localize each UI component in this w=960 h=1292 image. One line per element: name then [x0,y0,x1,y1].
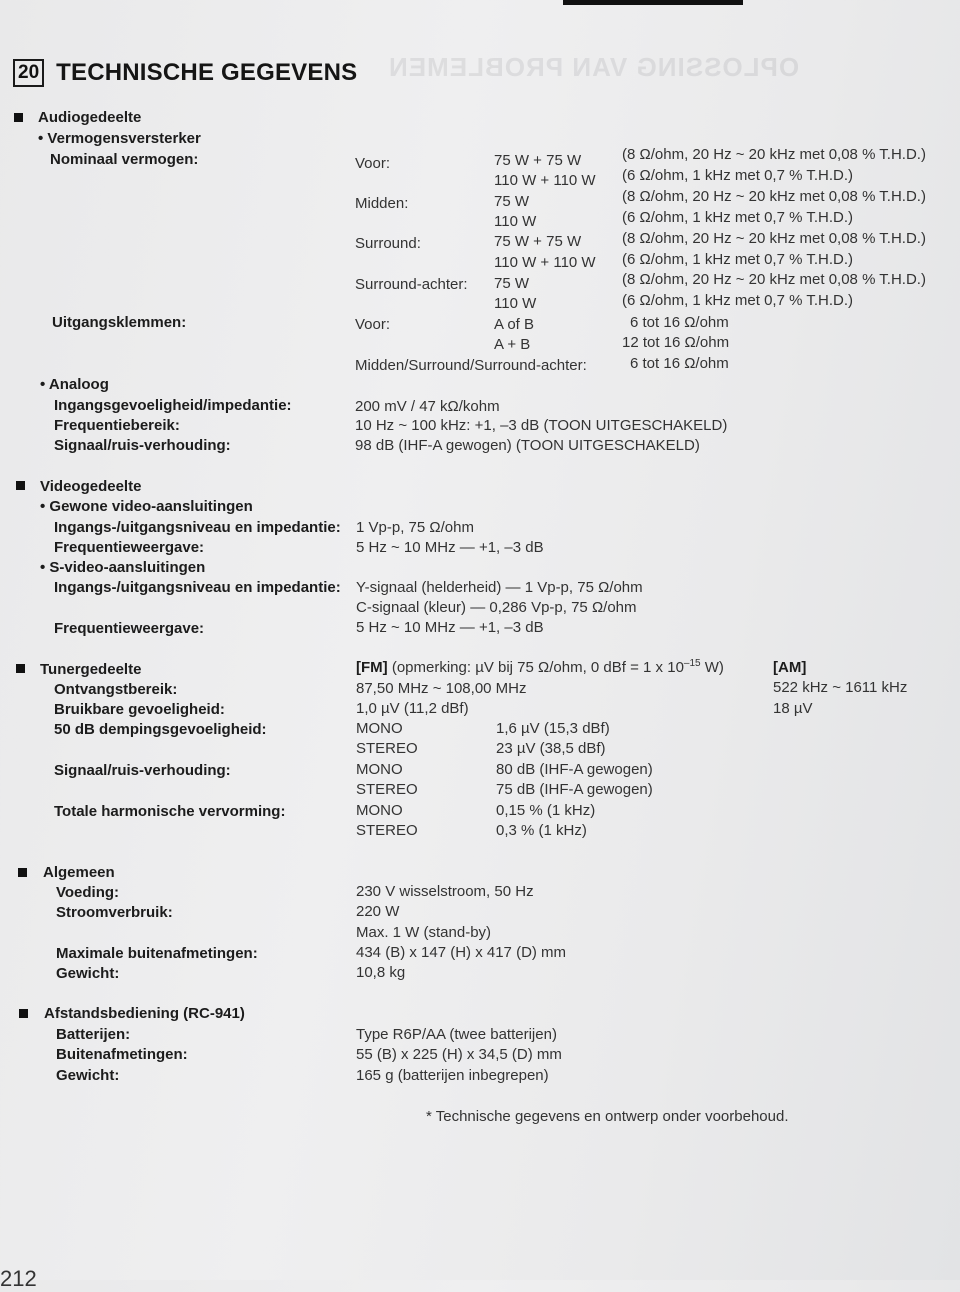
section-number: 20 [13,59,44,87]
terminal-impedance: 6 tot 16 Ω/ohm [630,355,729,372]
terminal-impedance: 6 tot 16 Ω/ohm [630,314,729,331]
power-condition: (8 Ω/ohm, 20 Hz ~ 20 kHz met 0,08 % T.H.D.) [622,230,926,247]
section-bullet-icon [16,481,25,490]
section-bullet-icon [14,113,23,122]
section-bullet-icon [19,1009,28,1018]
svideo-subheading: • S-video-aansluitingen [40,559,206,576]
tuner-label: 50 dB dempingsgevoeligheid: [54,721,267,738]
general-label: Gewicht: [56,965,120,982]
fm-range: 87,50 MHz ~ 108,00 MHz [356,680,527,697]
remote-value: Type R6P/AA (twee batterijen) [356,1026,557,1043]
tuner-value: 0,3 % (1 kHz) [496,822,587,839]
svideo-value: Y-signaal (helderheid) — 1 Vp-p, 75 Ω/ohm [356,579,643,596]
fm-note-exponent: –15 [683,658,701,669]
general-value: 220 W [356,903,400,920]
video-label: Ingangs-/uitgangsniveau en impedantie: [54,519,341,536]
tuner-label: Ontvangstbereik: [54,681,178,698]
am-sensitivity: 18 µV [773,700,813,717]
video-label: Frequentieweergave: [54,539,205,556]
terminals-label: Uitgangsklemmen: [52,314,187,331]
general-label: Maximale buitenafmetingen: [56,945,258,962]
remote-label: Buitenafmetingen: [56,1046,188,1063]
general-label: Stroomverbruik: [56,904,173,921]
general-value: 10,8 kg [356,964,406,981]
tuner-label: Signaal/ruis-verhouding: [54,762,231,779]
power-condition: (6 Ω/ohm, 1 kHz met 0,7 % T.H.D.) [622,167,853,184]
fm-sensitivity: 1,0 µV (11,2 dBf) [356,700,469,717]
remote-value: 55 (B) x 225 (H) x 34,5 (D) mm [356,1046,562,1063]
fm-header [356,659,724,677]
tuner-label: Totale harmonische vervorming: [54,803,286,820]
terminal-channel: Voor: [355,316,391,333]
tuner-mode: MONO [356,761,403,778]
power-channel: Surround-achter: [355,276,468,293]
power-condition: (6 Ω/ohm, 1 kHz met 0,7 % T.H.D.) [622,251,853,268]
power-value: 110 W [494,295,537,312]
svideo-freq-value: 5 Hz ~ 10 MHz — +1, –3 dB [356,619,544,636]
power-channel: Midden: [355,195,409,212]
general-value: 434 (B) x 147 (H) x 417 (D) mm [356,944,567,961]
tuner-label: Bruikbare gevoeligheid: [54,701,225,718]
tuner-value: 1,6 µV (15,3 dBf) [496,720,610,737]
remote-label: Batterijen: [56,1026,131,1043]
power-channel: Voor: [355,155,391,172]
tuner-mode: MONO [356,802,403,819]
fm-note-end: W) [700,659,724,676]
power-condition: (8 Ω/ohm, 20 Hz ~ 20 kHz met 0,08 % T.H.D.) [622,146,926,163]
page-heading [13,58,357,88]
video-normal-subheading: • Gewone video-aansluitingen [40,498,253,515]
power-label: Nominaal vermogen: [50,151,199,168]
general-value: Max. 1 W (stand-by) [356,924,492,941]
analog-label: Frequentiebereik: [54,417,180,434]
analog-value: 98 dB (IHF-A gewogen) (TOON UITGESCHAKELD) [355,437,700,454]
power-value: 75 W [494,193,530,210]
tuner-value: 0,15 % (1 kHz) [496,802,596,819]
general-heading: Algemeen [43,864,115,881]
audio-heading: Audiogedeelte [38,109,142,126]
analog-label: Signaal/ruis-verhouding: [54,437,231,454]
fm-note: (opmerking: µV bij 75 Ω/ohm, 0 dBf = 1 x 10 [387,659,684,676]
power-value: 110 W + 110 W [494,172,596,189]
tuner-mode: MONO [356,720,403,737]
general-value: 230 V wisselstroom, 50 Hz [356,883,534,900]
top-edge-bar [563,0,743,5]
remote-value: 165 g (batterijen inbegrepen) [356,1067,549,1084]
footnote: * Technische gegevens en ontwerp onder voorbehoud. [426,1108,789,1125]
terminal-config: A of B [494,316,535,333]
power-value: 110 W [494,213,537,230]
fm-tag: [FM] [356,659,388,676]
video-value: 1 Vp-p, 75 Ω/ohm [356,519,474,536]
bleed-through-text: OPLOSSING VAN PROBLEMEN [388,52,800,82]
analog-value: 200 mV / 47 kΩ/kohm [355,398,500,415]
page-title: TECHNISCHE GEGEVENS [56,59,358,86]
power-value: 75 W + 75 W [494,152,582,169]
svideo-value: C-signaal (kleur) — 0,286 Vp-p, 75 Ω/ohm [356,599,637,616]
tuner-value: 23 µV (38,5 dBf) [496,740,606,757]
svideo-label: Ingangs-/uitgangsniveau en impedantie: [54,579,341,596]
analog-label: Ingangsgevoeligheid/impedantie: [54,397,292,414]
svideo-freq-label: Frequentieweergave: [54,620,205,637]
section-bullet-icon [16,664,25,673]
tuner-mode: STEREO [356,740,418,757]
general-label: Voeding: [56,884,120,901]
power-value: 110 W + 110 W [494,254,596,271]
power-condition: (6 Ω/ohm, 1 kHz met 0,7 % T.H.D.) [622,292,853,309]
am-tag: [AM] [773,659,807,676]
analog-subheading: • Analoog [40,376,109,393]
power-value: 75 W + 75 W [494,233,582,250]
tuner-value: 80 dB (IHF-A gewogen) [496,761,653,778]
tuner-mode: STEREO [356,822,418,839]
am-range: 522 kHz ~ 1611 kHz [773,679,908,696]
amp-subheading: • Vermogensversterker [38,130,201,147]
power-condition: (6 Ω/ohm, 1 kHz met 0,7 % T.H.D.) [622,209,853,226]
video-heading: Videogedeelte [40,478,142,495]
terminal-channel: Midden/Surround/Surround-achter: [355,357,587,374]
section-bullet-icon [18,868,27,877]
tuner-value: 75 dB (IHF-A gewogen) [496,781,653,798]
power-condition: (8 Ω/ohm, 20 Hz ~ 20 kHz met 0,08 % T.H.D.) [622,188,926,205]
video-value: 5 Hz ~ 10 MHz — +1, –3 dB [356,539,544,556]
remote-heading: Afstandsbediening (RC-941) [44,1005,245,1022]
power-channel: Surround: [355,235,421,252]
terminal-config: A + B [494,336,531,353]
power-value: 75 W [494,275,530,292]
tuner-heading: Tunergedeelte [40,661,142,678]
tuner-mode: STEREO [356,781,418,798]
power-condition: (8 Ω/ohm, 20 Hz ~ 20 kHz met 0,08 % T.H.D.) [622,271,926,288]
analog-value: 10 Hz ~ 100 kHz: +1, –3 dB (TOON UITGESCHAKELD) [355,417,728,434]
terminal-impedance: 12 tot 16 Ω/ohm [622,334,730,351]
page-number: 212 [0,1266,37,1291]
remote-label: Gewicht: [56,1067,120,1084]
